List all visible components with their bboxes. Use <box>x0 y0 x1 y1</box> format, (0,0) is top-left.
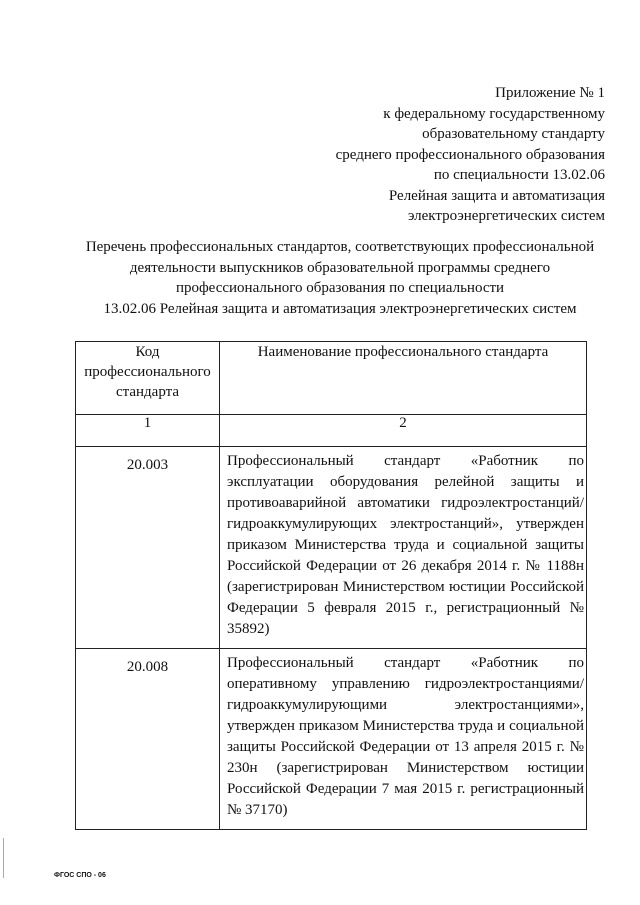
document-heading <box>60 237 620 319</box>
header-code-line: профессионального <box>84 364 211 380</box>
header-code-line: стандарта <box>115 384 180 400</box>
annex-line: по специальности 13.02.06 <box>433 167 605 183</box>
heading-line: деятельности выпускников образовательной программы среднего <box>129 259 551 276</box>
annex-line: к федеральному государственному <box>383 105 605 122</box>
heading-line: профессионального образования по специальности <box>175 280 505 296</box>
header-name-cell: Наименование профессионального стандарта <box>220 342 587 415</box>
column-number-row <box>76 415 587 447</box>
annex-line: образовательному стандарту <box>422 126 605 142</box>
standard-code: 20.003 <box>76 447 220 649</box>
standards-table <box>75 341 587 830</box>
annex-line: электроэнергетических систем <box>408 208 605 224</box>
header-code-line: Код <box>135 344 160 360</box>
annex-line: среднего профессионального образования <box>335 146 605 163</box>
standard-name: Профессиональный стандарт «Работник по оперативному управлению гидроэлектростанциями/гидроаккумулирующими электростанциями», утвержден приказом Министерства труда и социальной защиты Российской Федерации от 13 апреля 2015 г. № 230н (зарегистрирован Министерством юстиции Российской Федерации 7 мая 2015 г. регистрационный № 37170) <box>220 649 587 830</box>
header-code-cell <box>76 342 220 415</box>
heading-line: 13.02.06 Релейная защита и автоматизация электроэнергетических систем <box>103 300 577 317</box>
annex-line: Приложение № 1 <box>495 85 605 101</box>
scan-edge-mark <box>3 838 4 878</box>
table-row <box>76 649 587 830</box>
annex-line: Релейная защита и автоматизация <box>388 187 605 204</box>
standard-name: Профессиональный стандарт «Работник по эксплуатации оборудования релейной защиты и противоаварийной автоматики гидроэлектростанций/гидроаккумулирующих электростанций», утвержден приказом Министерства труда и социальной защиты Российской Федерации от 26 декабря 2014 г. № 1188н (зарегистрирован Министерством юстиции Российской Федерации 5 февраля 2015 г., регистрационный № 35892) <box>220 447 587 649</box>
column-number-1: 1 <box>76 415 220 447</box>
footer-label: ФГОС СПО - 06 <box>54 872 106 879</box>
column-number-2: 2 <box>220 415 587 447</box>
table-header-row <box>76 342 587 415</box>
annex-block <box>336 83 605 227</box>
heading-line: Перечень профессиональных стандартов, соответствующих профессиональной <box>85 239 595 255</box>
standard-code: 20.008 <box>76 649 220 830</box>
table-row <box>76 447 587 649</box>
